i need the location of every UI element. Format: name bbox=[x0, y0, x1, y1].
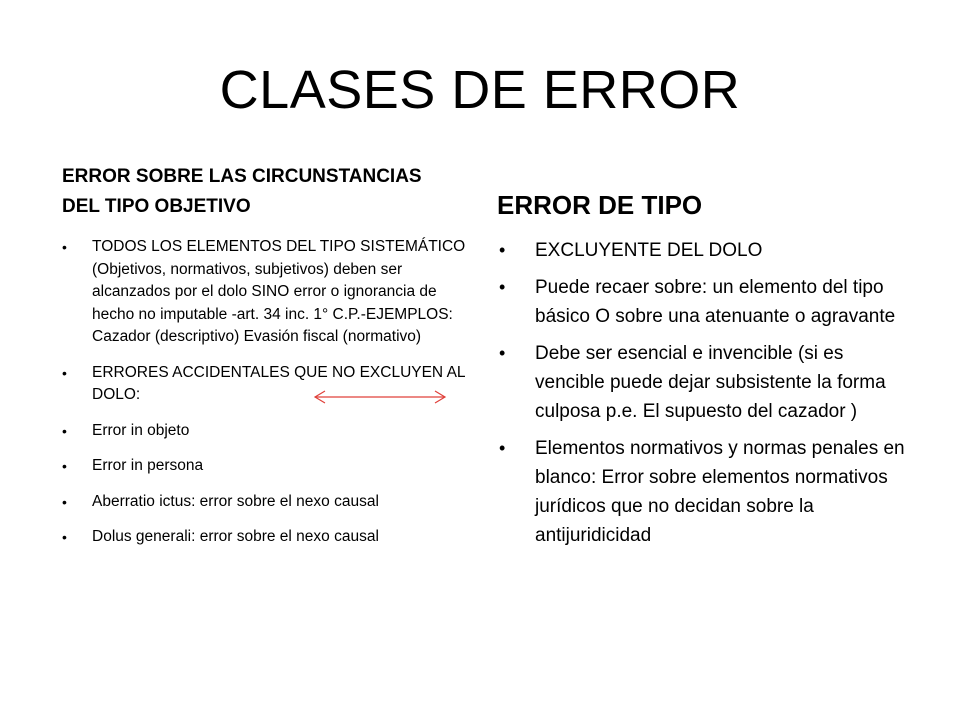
bullet-icon: • bbox=[62, 458, 67, 474]
list-item-text: Elementos normativos y normas penales en blanco: Error sobre elementos normativos jurídicos que no decidan sobre la antijuridicidad bbox=[535, 438, 905, 546]
list-item-text: Dolus generali: error sobre el nexo causal bbox=[92, 528, 379, 545]
double-arrow-icon bbox=[313, 389, 447, 405]
list-item bbox=[497, 236, 917, 265]
bullet-icon: • bbox=[62, 364, 67, 381]
bullet-icon: • bbox=[499, 343, 506, 363]
bullet-icon: • bbox=[62, 529, 67, 545]
list-item-text: Puede recaer sobre: un elemento del tipo básico O sobre una atenuante o agravante bbox=[535, 277, 896, 327]
list-item bbox=[62, 491, 472, 514]
list-item-text: Debe ser esencial e invencible (si es vencible puede dejar subsistente la forma culposa p.e. El supuesto del cazador ) bbox=[535, 343, 886, 422]
right-heading: ERROR DE TIPO bbox=[497, 190, 703, 220]
bullet-icon: • bbox=[499, 438, 506, 458]
bullet-icon: • bbox=[499, 240, 506, 260]
slide-title: CLASES DE ERROR bbox=[219, 60, 741, 120]
list-item-text: ERRORES ACCIDENTALES QUE NO EXCLUYEN AL DOLO: bbox=[92, 363, 465, 403]
list-item-text: Error in persona bbox=[92, 457, 204, 474]
list-item bbox=[62, 236, 472, 349]
bullet-icon: • bbox=[62, 493, 67, 510]
left-heading-line-1: ERROR SOBRE LAS CIRCUNSTANCIAS bbox=[62, 166, 422, 187]
list-item bbox=[497, 339, 917, 426]
list-item bbox=[62, 526, 472, 549]
bullet-icon: • bbox=[499, 277, 506, 297]
list-item-text: Aberratio ictus: error sobre el nexo causal bbox=[92, 492, 379, 510]
list-item-text: EXCLUYENTE DEL DOLO bbox=[535, 240, 763, 261]
list-item-text: TODOS LOS ELEMENTOS DEL TIPO SISTEMÁTICO (Objetivos, normativos, subjetivos) deben ser alcanzados por el dolo SINO error o ignorancia de hecho no imputable -art. 34 inc. 1° C.P.-EJEMPLOS: Cazador (descriptivo) Evasión fiscal (normativo) bbox=[92, 238, 466, 345]
list-item bbox=[62, 455, 472, 478]
left-column bbox=[62, 162, 472, 562]
left-heading bbox=[62, 162, 472, 222]
bullet-icon: • bbox=[62, 422, 67, 439]
list-item bbox=[62, 420, 472, 443]
bullet-icon: • bbox=[62, 239, 67, 255]
right-bullet-list bbox=[497, 236, 917, 550]
list-item bbox=[497, 434, 917, 550]
list-item bbox=[497, 273, 917, 331]
list-item-text: Error in objeto bbox=[92, 421, 190, 439]
right-column bbox=[497, 188, 917, 558]
left-heading-line-2: DEL TIPO OBJETIVO bbox=[62, 196, 251, 217]
